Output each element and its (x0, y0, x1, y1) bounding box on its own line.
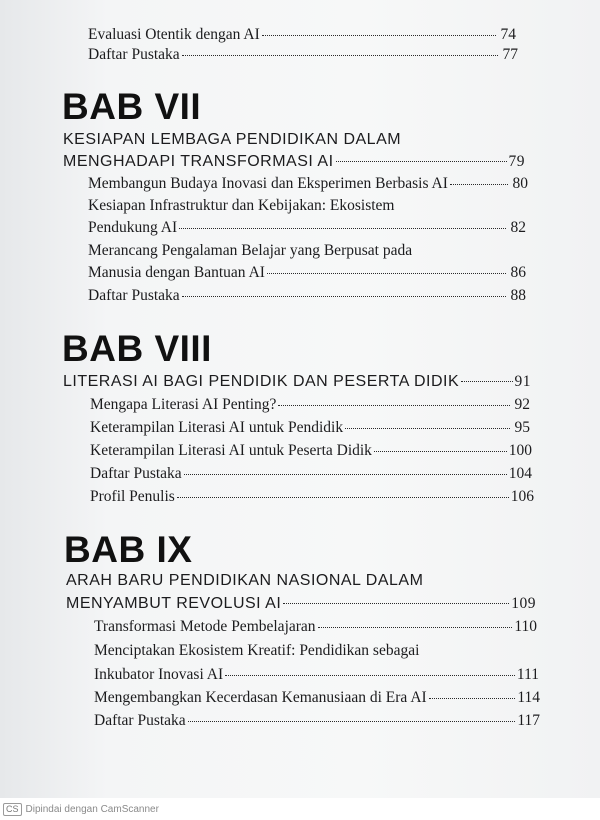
leader-dots (318, 627, 513, 628)
section-title: MENYAMBUT REVOLUSI AI (66, 595, 282, 612)
toc-entry-page: 117 (517, 712, 540, 729)
toc-entry-title-line: Kesiapan Infrastruktur dan Kebijakan: Ekosistem (88, 197, 395, 214)
toc-entry (90, 395, 530, 415)
toc-entry (88, 286, 526, 306)
leader-dots (345, 428, 510, 429)
section-entry (63, 151, 525, 173)
leader-dots (262, 35, 496, 36)
section-title: MENGHADAPI TRANSFORMASI AI (63, 153, 334, 170)
section-entry (66, 593, 536, 615)
toc-entry-title: Daftar Pustaka (88, 46, 180, 63)
toc-entry-page: 77 (502, 46, 518, 63)
section-title-line: KESIAPAN LEMBAGA PENDIDIKAN DALAM (63, 131, 402, 148)
leader-dots (177, 497, 509, 498)
toc-entry-title: Daftar Pustaka (94, 712, 186, 729)
leader-dots (267, 273, 506, 274)
toc-entry (90, 464, 532, 484)
toc-entry-title: Mengembangkan Kecerdasan Kemanusiaan di Era AI (94, 689, 427, 706)
toc-entry-page: 86 (510, 264, 526, 281)
toc-entry-title-line: Menciptakan Ekosistem Kreatif: Pendidikan sebagai (94, 642, 420, 659)
leader-dots (182, 55, 498, 56)
leader-dots (461, 381, 512, 382)
camscanner-logo-icon: CS (3, 803, 22, 816)
toc-entry-title: Transformasi Metode Pembelajaran (94, 618, 316, 635)
leader-dots (179, 228, 506, 229)
toc-entry (88, 45, 518, 65)
toc-entry-page: 114 (517, 689, 540, 706)
leader-dots (450, 184, 508, 185)
toc-entry (90, 418, 530, 438)
section-title-line: ARAH BARU PENDIDIKAN NASIONAL DALAM (66, 572, 424, 589)
toc-entry (94, 688, 540, 708)
leader-dots (182, 296, 506, 297)
toc-entry-page: 74 (500, 26, 516, 43)
toc-entry-title: Daftar Pustaka (88, 287, 180, 304)
scanner-footer (0, 798, 600, 820)
leader-dots (374, 451, 507, 452)
toc-entry-title: Pendukung AI (88, 219, 178, 236)
chapter-heading: BAB VIII (62, 328, 212, 369)
leader-dots (188, 721, 516, 722)
toc-entry-title: Evaluasi Otentik dengan AI (88, 26, 260, 43)
toc-entry (94, 711, 540, 731)
scanner-watermark-text: Dipindai dengan CamScanner (25, 803, 159, 815)
leader-dots (336, 161, 507, 162)
section-entry (63, 371, 531, 393)
toc-entry-page: 95 (514, 419, 530, 436)
section-page: 109 (511, 595, 536, 612)
toc-entry-title: Profil Penulis (90, 488, 175, 505)
leader-dots (429, 698, 516, 699)
toc-entry (88, 174, 528, 194)
toc-entry (94, 665, 539, 685)
toc-entry-title: Inkubator Inovasi AI (94, 666, 224, 683)
toc-entry-page: 104 (508, 465, 532, 482)
leader-dots (278, 405, 510, 406)
leader-dots (184, 474, 507, 475)
toc-entry-page: 111 (516, 666, 539, 683)
toc-entry-title: Daftar Pustaka (90, 465, 182, 482)
toc-entry-page: 88 (510, 287, 526, 304)
toc-entry-title: Keterampilan Literasi AI untuk Peserta Didik (90, 442, 372, 459)
toc-entry-page: 92 (514, 396, 530, 413)
leader-dots (283, 603, 509, 604)
toc-entry (90, 487, 534, 507)
toc-entry (88, 218, 526, 238)
toc-entry-page: 80 (512, 175, 528, 192)
toc-entry-page: 110 (514, 618, 537, 635)
toc-entry-title: Keterampilan Literasi AI untuk Pendidik (90, 419, 344, 436)
toc-entry (88, 25, 516, 45)
toc-entry-page: 100 (508, 442, 532, 459)
section-title: LITERASI AI BAGI PENDIDIK DAN PESERTA DIDIK (63, 373, 460, 390)
chapter-heading: BAB IX (64, 529, 193, 570)
toc-entry (90, 441, 532, 461)
toc-entry (88, 263, 526, 283)
section-page: 79 (508, 153, 525, 170)
chapter-heading: BAB VII (62, 86, 202, 127)
toc-entry-title-line: Merancang Pengalaman Belajar yang Berpusat pada (88, 242, 413, 259)
toc-entry-title: Mengapa Literasi AI Penting? (90, 396, 277, 413)
toc-entry-title: Membangun Budaya Inovasi dan Eksperimen Berbasis AI (88, 175, 448, 192)
toc-entry (94, 617, 537, 637)
leader-dots (225, 675, 515, 676)
section-page: 91 (514, 373, 531, 390)
toc-entry-title: Manusia dengan Bantuan AI (88, 264, 265, 281)
toc-entry-page: 106 (510, 488, 534, 505)
toc-entry-page: 82 (510, 219, 526, 236)
